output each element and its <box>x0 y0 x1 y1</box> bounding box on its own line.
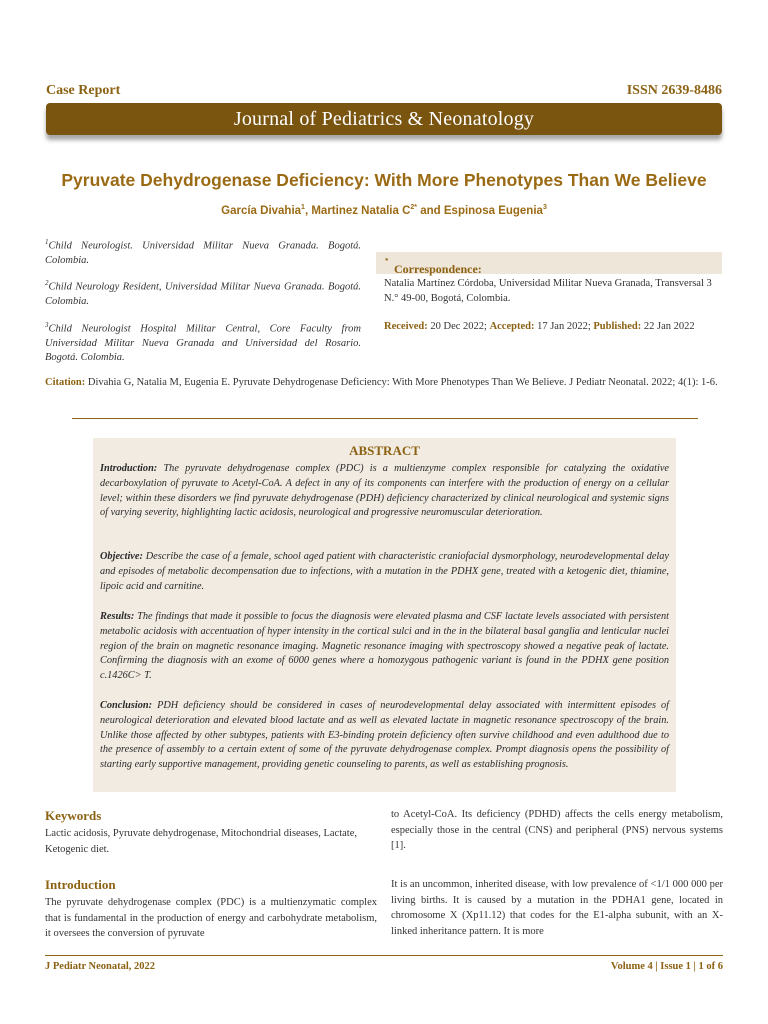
abstract-heading: ABSTRACT <box>349 443 420 458</box>
abstract-conclusion-text: PDH deficiency should be considered in cases of neurodevelopmental delay associated with intermittent episodes of neurological deterioration and elevated blood lactate and as well as elevated lactate in magnetic resonance spectroscopy of the brain. Unlike those affected by other subtypes, patients with E3-binding protein deficiency often survive childhood and even adulthood due to the presence of assembly to a certain extent of some of the pyruvate dehydrogenase complex. Prompt diagnosis opens the possibility of starting early supportive management, providing genetic counseling to parents, as well as establishing prognosis. <box>100 700 669 771</box>
abstract-conclusion <box>100 699 669 773</box>
issn-label: ISSN 2639-8486 <box>626 83 722 98</box>
published-label: Published: <box>593 321 642 332</box>
author-affiliation-marker: 3 <box>542 204 547 211</box>
affiliation-text: Child Neurology Resident, Universidad Militar Nueva Granada. Bogotá. Colombia. <box>45 281 361 307</box>
received-label: Received: <box>384 321 428 332</box>
affiliation-1 <box>45 235 361 268</box>
abstract-objective-label: Objective: <box>100 551 143 562</box>
author-name: García Divahia <box>221 204 302 217</box>
keywords-heading: Keywords <box>45 808 102 823</box>
article-type-label: Case Report <box>46 83 121 98</box>
correspondence-star: * <box>385 257 389 265</box>
footer-journal: J Pediatr Neonatal, 2022 <box>45 961 156 972</box>
correspondence-header <box>376 252 722 274</box>
abstract-results <box>100 610 669 684</box>
introduction-left-text: The pyruvate dehydrogenase complex (PDC) is a multienzymatic complex that is fundamental in the production of energy and carbohydrate metabolism, it oversees the conversion of pyruvate <box>45 897 377 939</box>
accepted-label: Accepted: <box>489 321 535 332</box>
affiliation-number: 3 <box>45 321 49 329</box>
author-affiliation-marker: 1 <box>301 204 305 211</box>
divider <box>72 418 698 419</box>
published-date: 22 Jan 2022 <box>641 321 695 332</box>
affiliation-3 <box>45 318 361 365</box>
article-title: Pyruvate Dehydrogenase Deficiency: With More Phenotypes Than We Believe <box>61 170 707 190</box>
footer-page-info: Volume 4 | Issue 1 | 1 of 6 <box>610 961 723 972</box>
correspondence-text: Natalia Martínez Córdoba, Universidad Militar Nueva Granada, Transversal 3 N.° 49-00, Bogotá, Colombia. <box>384 278 712 304</box>
citation-text: Divahia G, Natalia M, Eugenia E. Pyruvate Dehydrogenase Deficiency: With More Phenotypes Than We Believe. J Pediatr Neonatal. 2022; 4(1): 1-6. <box>85 377 718 388</box>
keywords-text: Lactic acidosis, Pyruvate dehydrogenase, Mitochondrial diseases, Lactate, Ketogenic diet. <box>45 828 357 855</box>
author-separator: , <box>304 204 312 217</box>
abstract-intro-text: The pyruvate dehydrogenase complex (PDC) is a multienzyme complex responsible for catalyzing the oxidative decarboxylation of pyruvate to Acetyl-CoA. A defect in any of its components can interfere with the production of energy on a cellular level; within these disorders we find pyruvate dehydrogenase (PDH) deficiency characterized by clinical neurological and systemic signs of varying severity, highlighting lactic acidosis, neurological and progressive neuromuscular deterioration. <box>100 463 669 519</box>
author-separator: and <box>417 204 444 217</box>
abstract-introduction <box>100 462 669 521</box>
citation-label: Citation: <box>45 377 86 388</box>
affiliation-2 <box>45 276 361 309</box>
introduction-right-text-2: It is an uncommon, inherited disease, with low prevalence of <1/1 000 000 per living births. It is caused by a mutation in the PDHA1 gene, located in chromosome X (Xp11.12) that codes for the E1-alpha subunit, with an X-linked inheritance pattern. It is more <box>391 879 723 937</box>
journal-name: Journal of Pediatrics & Neonatology <box>233 108 535 130</box>
abstract-results-text: The findings that made it possible to focus the diagnosis were elevated plasma and CSF lactate levels associated with persistent metabolic acidosis with accentuation of hyper intensity in the cortical sulci and in the in the bilateral basal ganglia and lenticular nuclei region of the brain on magnetic resonance imaging. Magnetic resonance imaging with spectroscopy showed a negative peak of lactate. Confirming the diagnosis with an exome of 6000 genes where a homozygous pathogenic variant is found in the PDHX gene position c.1426C> T. <box>100 611 669 682</box>
abstract-objective-text: Describe the case of a female, school aged patient with characteristic craniofacial dysmorphology, neurodevelopmental delay and episodes of metabolic decompensation due to infections, with a mutation in the PDHX gene, treated with a ketogenic diet, thiamine, lipoic acid and carnitine. <box>100 551 669 592</box>
abstract-intro-label: Introduction: <box>100 463 158 474</box>
introduction-right-text-1: to Acetyl-CoA. Its deficiency (PDHD) affects the cells energy metabolism, especially those in the central (CNS) and peripheral (PNS) nervous systems [1]. <box>391 809 723 851</box>
accepted-date: 17 Jan 2022; <box>534 321 594 332</box>
abstract-conclusion-label: Conclusion: <box>100 700 153 711</box>
affiliation-text: Child Neurologist. Universidad Militar Nueva Granada. Bogotá. Colombia. <box>45 240 361 266</box>
correspondence-box <box>376 252 722 342</box>
abstract-objective <box>100 550 669 594</box>
author-affiliation-marker: 2* <box>410 204 418 211</box>
affiliation-number: 2 <box>45 279 49 287</box>
citation <box>45 375 725 390</box>
author-name: Espinosa Eugenia <box>443 204 543 217</box>
abstract-results-label: Results: <box>100 611 135 622</box>
affiliation-text: Child Neurologist Hospital Militar Central, Core Faculty from Universidad Militar Nueva Granada and Universidad del Rosario. Bogotá. Colombia. <box>45 323 361 363</box>
introduction-heading: Introduction <box>45 877 116 892</box>
footer-divider <box>45 955 723 956</box>
received-date: 20 Dec 2022; <box>427 321 490 332</box>
affiliation-number: 1 <box>45 238 49 246</box>
correspondence-heading: Correspondence: <box>394 262 482 276</box>
article-dates <box>384 321 695 332</box>
author-list <box>20 204 748 217</box>
journal-banner <box>46 103 722 135</box>
abstract-box <box>93 438 676 792</box>
author-name: Martinez Natalia C <box>311 204 411 217</box>
